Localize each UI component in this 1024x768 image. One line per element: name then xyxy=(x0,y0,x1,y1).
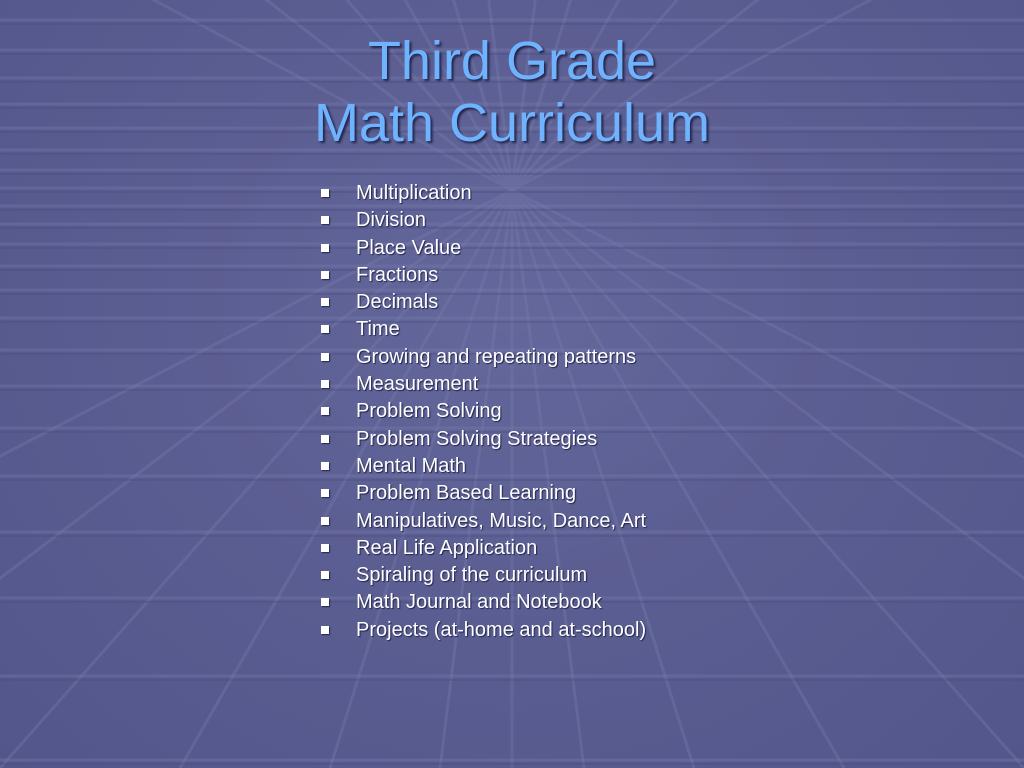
list-item xyxy=(318,344,646,371)
list-item xyxy=(318,316,646,343)
list-item xyxy=(318,617,646,644)
list-item-label: Division xyxy=(356,209,427,232)
square-bullet-icon xyxy=(321,462,329,470)
title-line-1: Third Grade xyxy=(367,31,657,91)
square-bullet-icon xyxy=(321,544,329,552)
list-item-label: Spiraling of the curriculum xyxy=(356,564,588,587)
list-item-label: Measurement xyxy=(356,373,479,396)
slide-title xyxy=(0,30,1024,154)
list-item xyxy=(318,371,646,398)
list-item-label: Fractions xyxy=(356,263,439,286)
list-item-label: Multiplication xyxy=(356,182,472,204)
list-item-label: Problem Solving Strategies xyxy=(356,427,598,450)
list-item-label: Projects (at-home and at-school) xyxy=(356,618,647,641)
list-item xyxy=(318,453,646,480)
square-bullet-icon xyxy=(321,271,329,279)
square-bullet-icon xyxy=(321,598,329,606)
square-bullet-icon xyxy=(321,571,329,579)
square-bullet-icon xyxy=(321,298,329,306)
list-item-label: Real Life Application xyxy=(356,536,538,559)
list-item-label: Manipulatives, Music, Dance, Art xyxy=(356,509,647,532)
curriculum-bullet-list xyxy=(318,180,646,644)
list-item xyxy=(318,426,646,453)
square-bullet-icon xyxy=(321,489,329,497)
list-item xyxy=(318,289,646,316)
list-item xyxy=(318,535,646,562)
list-item xyxy=(318,398,646,425)
list-item-label: Decimals xyxy=(356,291,439,314)
list-item-label: Problem Solving xyxy=(356,400,502,423)
list-item xyxy=(318,235,646,262)
square-bullet-icon xyxy=(321,626,329,634)
list-item xyxy=(318,480,646,507)
square-bullet-icon xyxy=(321,189,329,197)
list-item xyxy=(318,207,646,234)
square-bullet-icon xyxy=(321,380,329,388)
list-item-label: Time xyxy=(356,318,400,341)
list-item xyxy=(318,262,646,289)
list-item-label: Problem Based Learning xyxy=(356,482,577,505)
square-bullet-icon xyxy=(321,517,329,525)
square-bullet-icon xyxy=(321,325,329,333)
square-bullet-icon xyxy=(321,353,329,361)
list-item xyxy=(318,508,646,535)
list-item xyxy=(318,562,646,589)
list-item xyxy=(318,180,646,207)
square-bullet-icon xyxy=(321,216,329,224)
title-line-2: Math Curriculum xyxy=(313,93,711,153)
square-bullet-icon xyxy=(321,435,329,443)
list-item-label: Place Value xyxy=(356,236,462,259)
list-item-label: Growing and repeating patterns xyxy=(356,345,637,368)
list-item-label: Mental Math xyxy=(356,454,467,477)
list-item xyxy=(318,589,646,616)
square-bullet-icon xyxy=(321,244,329,252)
square-bullet-icon xyxy=(321,407,329,415)
list-item-label: Math Journal and Notebook xyxy=(356,591,602,614)
